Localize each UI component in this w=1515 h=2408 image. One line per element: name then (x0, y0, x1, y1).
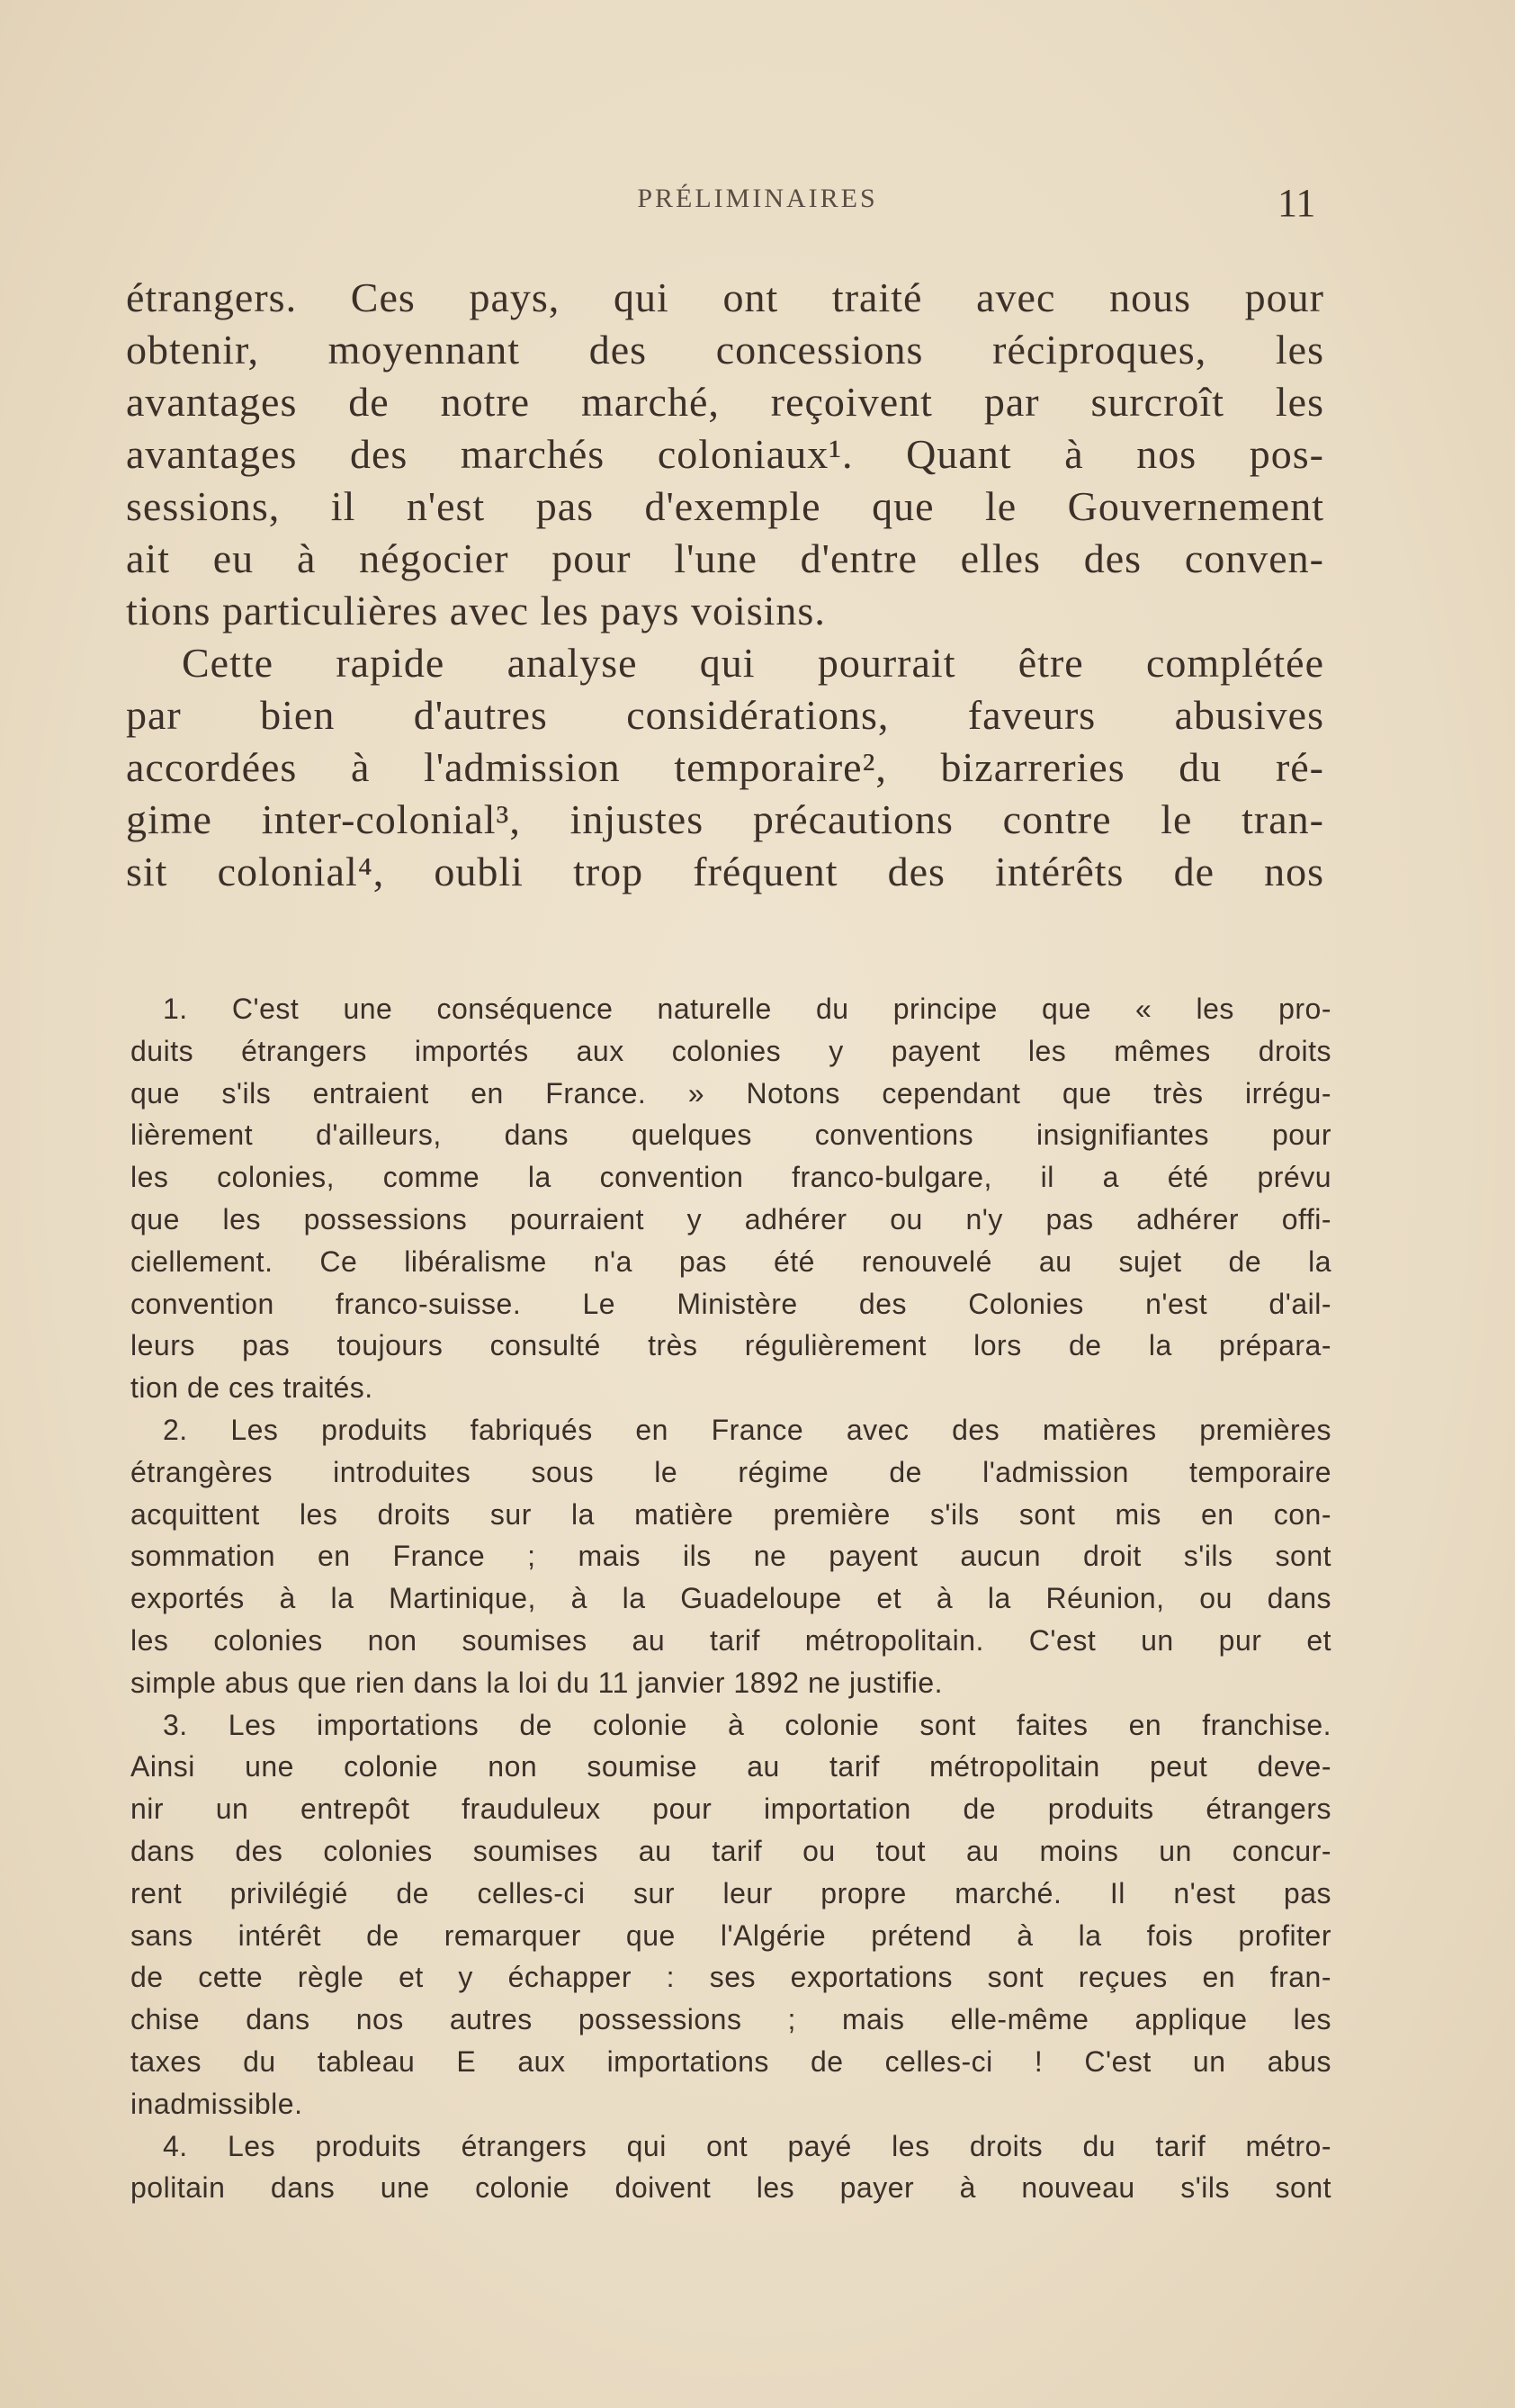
footnote-line: nir un entrepôt frauduleux pour importation de produits étrangers (130, 1793, 1331, 1826)
body-text-line: avantages des marchés coloniaux¹. Quant à nos pos- (126, 431, 1324, 477)
footnote-line: sans intérêt de remarquer que l'Algérie prétend à la fois profiter (130, 1918, 1331, 1952)
body-text-line: Cette rapide analyse qui pourrait être complétée (182, 640, 1324, 686)
footnote-line: que les possessions pourraient y adhérer ou n'y pas adhérer offi- (130, 1202, 1331, 1235)
footnote-line: étrangères introduites sous le régime de l'admission temporaire (130, 1455, 1331, 1488)
footnote-line: Ainsi une colonie non soumise au tarif métropolitain peut deve- (130, 1750, 1331, 1784)
body-text-line: sit colonial⁴, oubli trop fréquent des intérêts de nos (126, 849, 1324, 894)
body-text-line: accordées à l'admission temporaire², bizarreries du ré- (126, 744, 1324, 790)
footnote-line: lièrement d'ailleurs, dans quelques conventions insignifiantes pour (130, 1119, 1331, 1152)
body-text-line: sessions, il n'est pas d'exemple que le Gouvernement (126, 483, 1324, 529)
footnote-line: les colonies non soumises au tarif métropolitain. C'est un pur et (130, 1623, 1331, 1657)
footnote-line: ciellement. Ce libéralisme n'a pas été renouvelé au sujet de la (130, 1244, 1331, 1278)
footnote-line: politain dans une colonie doivent les payer à nouveau s'ils sont (130, 2171, 1331, 2205)
footnote-line: de cette règle et y échapper : ses exportations sont reçues en fran- (130, 1961, 1331, 1994)
footnote-line: chise dans nos autres possessions ; mais elle-même applique les (130, 2003, 1331, 2036)
footnote-line: leurs pas toujours consulté très régulièrement lors de la prépara- (130, 1329, 1331, 1362)
body-text-line: étrangers. Ces pays, qui ont traité avec nous pour (126, 274, 1324, 320)
page-header (0, 180, 1515, 225)
footnote-line: 3. Les importations de colonie à colonie sont faites en franchise. (163, 1708, 1331, 1741)
footnote-line: exportés à la Martinique, à la Guadeloupe et à la Réunion, ou dans (130, 1582, 1331, 1615)
page-number: 11 (1277, 181, 1316, 225)
body-text-line: gime inter-colonial³, injustes précautions contre le tran- (126, 796, 1324, 842)
body-text (126, 272, 1324, 898)
footnote-line: les colonies, comme la convention franco-bulgare, il a été prévu (130, 1161, 1331, 1194)
footnotes (130, 988, 1331, 2209)
footnote-line: duits étrangers importés aux colonies y payent les mêmes droits (130, 1034, 1331, 1067)
footnote-line: acquittent les droits sur la matière première s'ils sont mis en con- (130, 1497, 1331, 1531)
body-text-line: tions particulières avec les pays voisins. (126, 588, 826, 633)
body-text-line: ait eu à négocier pour l'une d'entre elles des conven- (126, 535, 1324, 581)
footnote-line: sommation en France ; mais ils ne payent aucun droit s'ils sont (130, 1540, 1331, 1573)
footnote-line: tion de ces traités. (130, 1371, 373, 1405)
footnote-line: convention franco-suisse. Le Ministère des Colonies n'est d'ail- (130, 1287, 1331, 1320)
footnote-line: 1. C'est une conséquence naturelle du principe que « les pro- (163, 993, 1331, 1025)
footnote-line: simple abus que rien dans la loi du 11 janvier 1892 ne justifie. (130, 1666, 944, 1699)
body-text-line: par bien d'autres considérations, faveurs abusives (126, 692, 1324, 738)
footnote-line: inadmissible. (130, 2087, 303, 2120)
body-text-line: obtenir, moyennant des concessions réciproques, les (126, 327, 1324, 373)
body-text-line: avantages de notre marché, reçoivent par surcroît les (126, 379, 1324, 425)
footnote-line: 2. Les produits fabriqués en France avec des matières premières (163, 1413, 1331, 1446)
footnote-line: taxes du tableau E aux importations de celles-ci ! C'est un abus (130, 2044, 1331, 2078)
footnote-line: dans des colonies soumises au tarif ou tout au moins un concur- (130, 1834, 1331, 1867)
footnote-line: rent privilégié de celles-ci sur leur propre marché. Il n'est pas (130, 1876, 1331, 1909)
footnote-line: que s'ils entraient en France. » Notons cependant que très irrégu- (130, 1076, 1331, 1110)
footnote-line: 4. Les produits étrangers qui ont payé les droits du tarif métro- (163, 2129, 1331, 2162)
running-title: PRÉLIMINAIRES (637, 184, 878, 213)
